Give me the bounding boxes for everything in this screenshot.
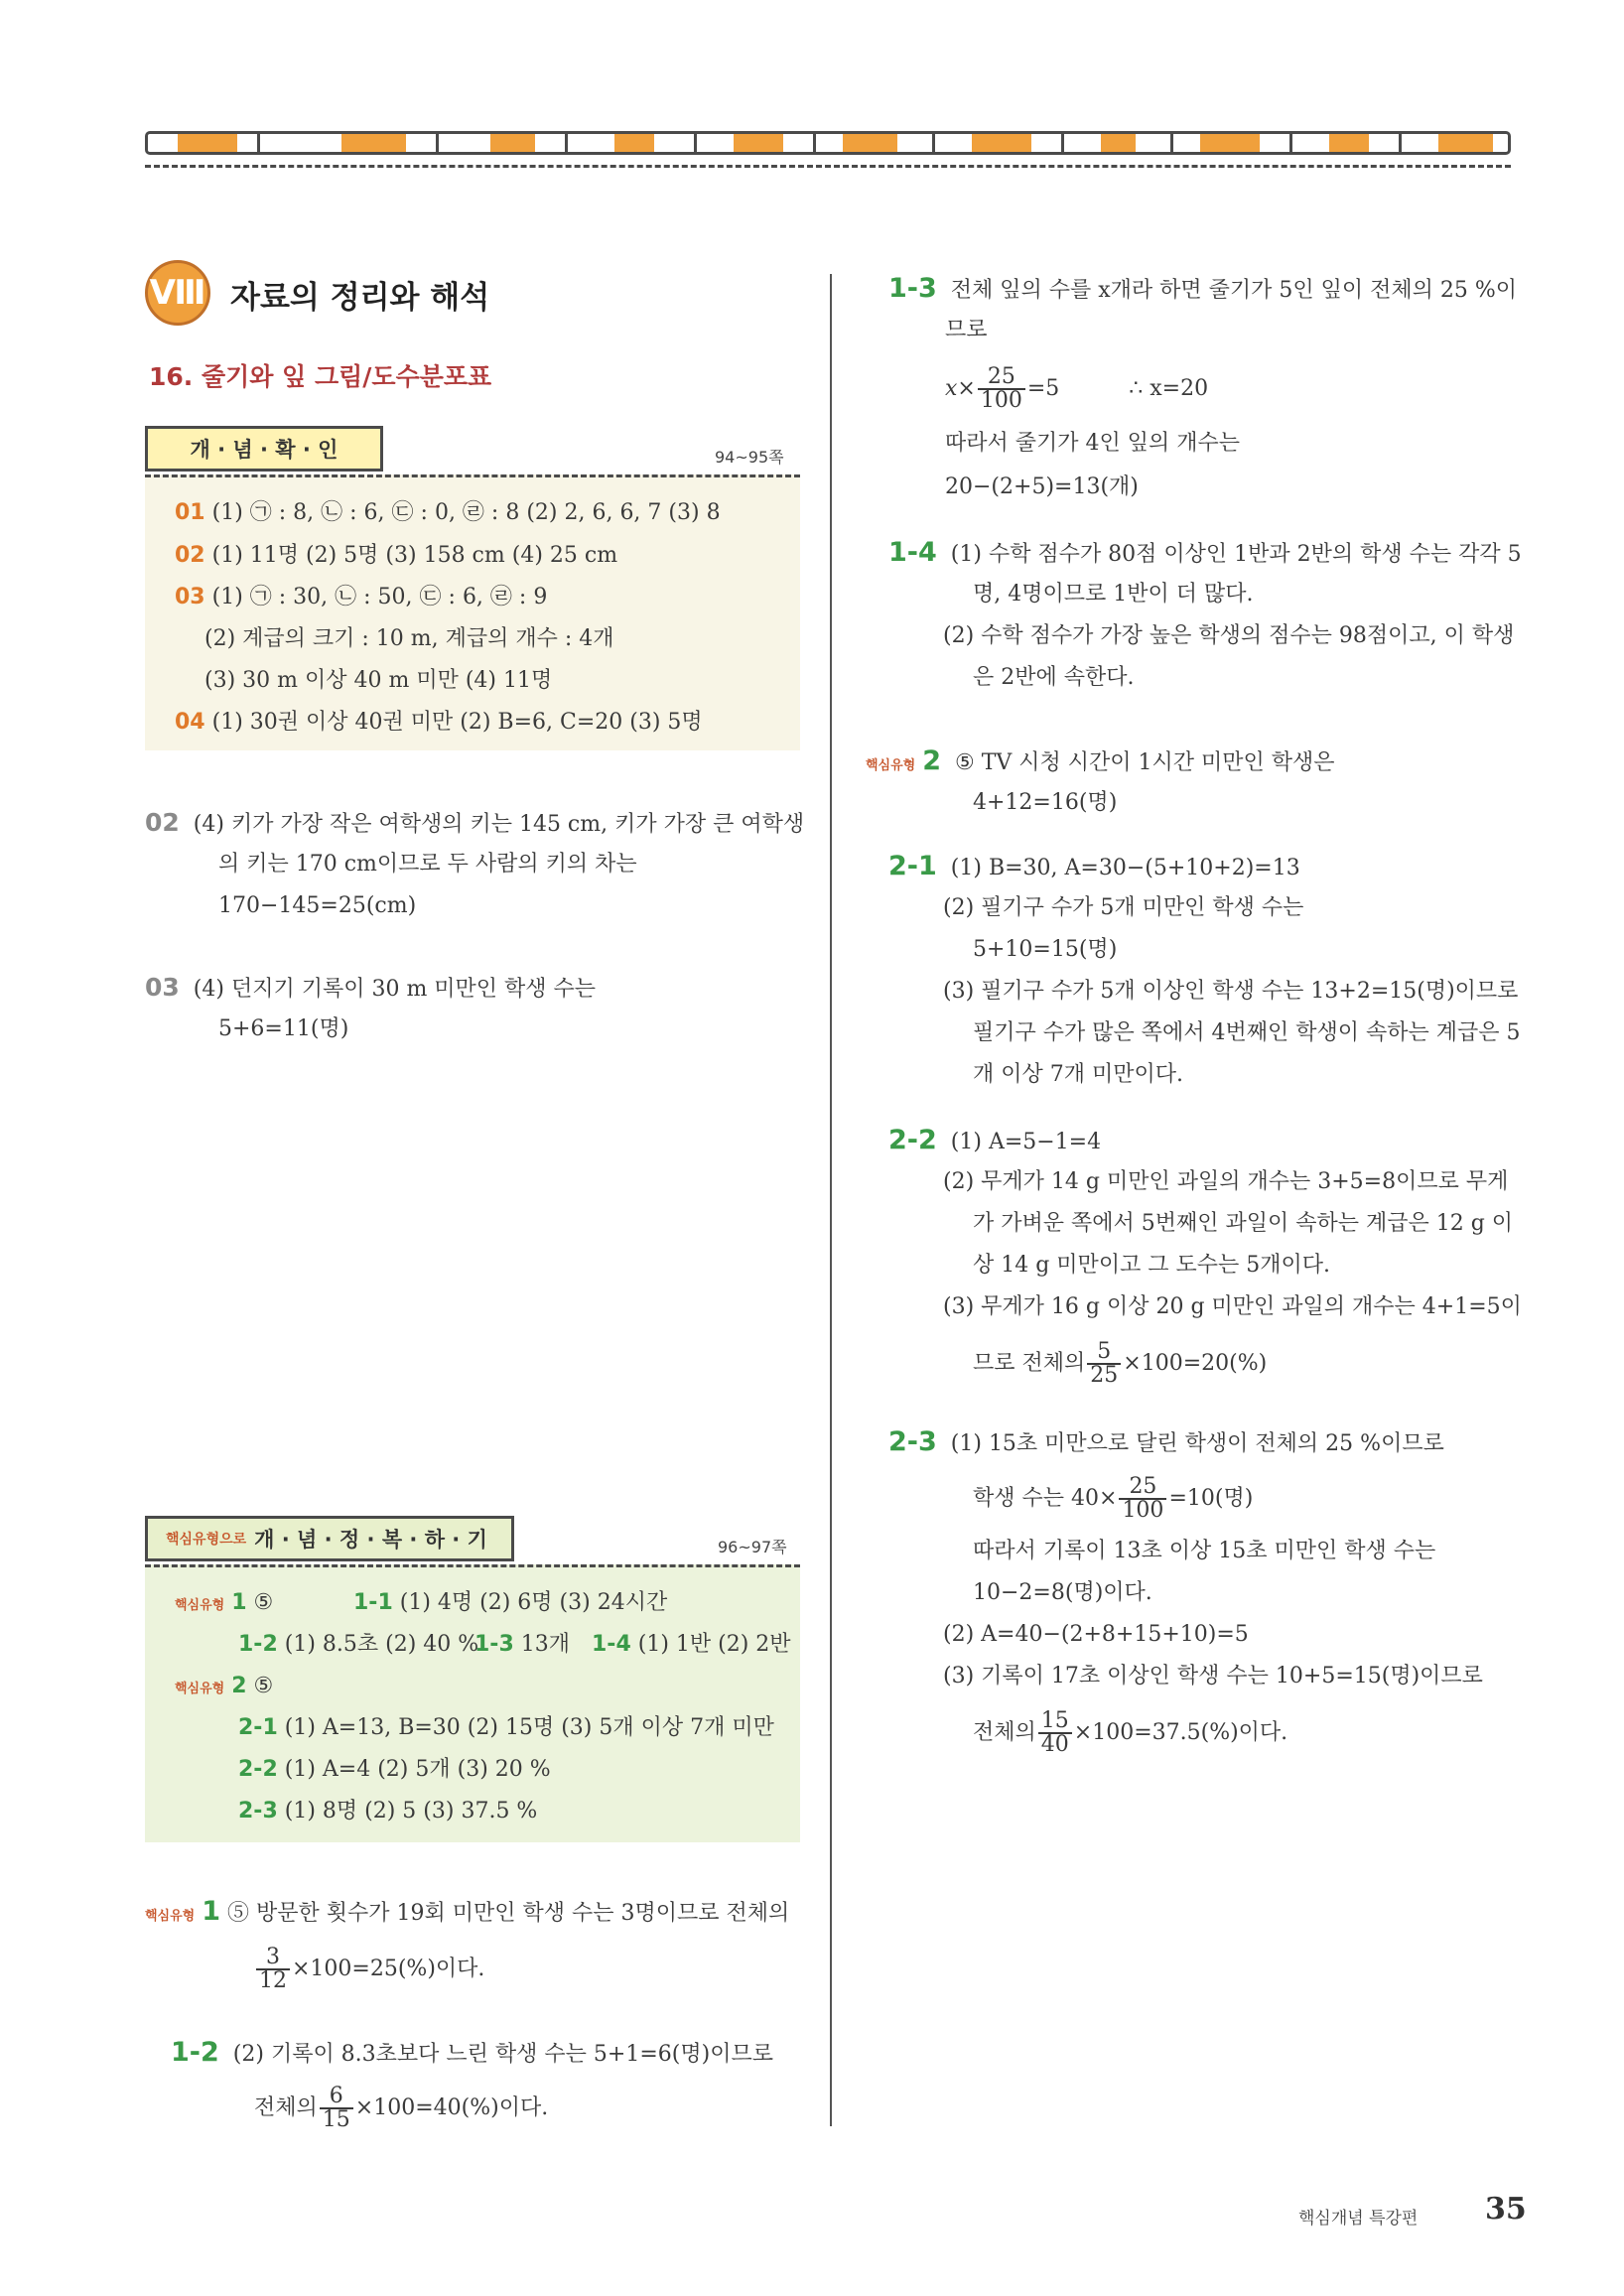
concept-row: 03 (1) ㉠ : 30, ㉡ : 50, ㉢ : 6, ㉣ : 9: [175, 585, 548, 609]
chapter-badge: Ⅷ: [145, 260, 210, 326]
review-row: 핵심유형 1 ⑤: [175, 1590, 274, 1615]
solution-line: 개 이상 7개 미만이다.: [973, 1062, 1183, 1087]
solution-line: 의 키는 170 cm이므로 두 사람의 키의 차는: [218, 852, 637, 877]
solution-line: 은 2반에 속한다.: [973, 665, 1135, 690]
concept-row: (3) 30 m 이상 40 m 미만 (4) 11명: [204, 668, 553, 693]
solution-02: 02 (4) 키가 가장 작은 여학생의 키는 145 cm, 키가 가장 큰 여학생: [145, 808, 805, 837]
solution-03: 03 (4) 던지기 기록이 30 m 미만인 학생 수는: [145, 973, 597, 1002]
solution-line: 170−145=25(cm): [218, 893, 417, 918]
solution-line: 5+6=11(명): [218, 1016, 349, 1041]
review-divider: [145, 1564, 800, 1567]
solution-line: 명, 4명이므로 1반이 더 많다.: [973, 582, 1254, 607]
concept-row: (2) 계급의 크기 : 10 m, 계급의 개수 : 4개: [204, 626, 614, 651]
column-divider: [830, 274, 832, 2126]
solution-line: (2) A=40−(2+8+15+10)=5: [943, 1622, 1249, 1647]
solution-line: 5+10=15(명): [973, 937, 1118, 962]
solution-line: 따라서 기록이 13초 이상 15초 미만인 학생 수는: [973, 1539, 1436, 1563]
decorative-ruler: [145, 131, 1511, 155]
section-title: 16. 줄기와 잎 그림/도수분포표: [149, 362, 492, 391]
review-label: 핵심유형으로 개 · 념 · 정 · 복 · 하 · 기: [145, 1516, 514, 1561]
review-pages: 96~97쪽: [718, 1538, 787, 1556]
solution-2-3-fraction-2: 전체의 $\frac{15}{40}$ ×100=37.5(%)이다.: [973, 1708, 1288, 1757]
review-row: 2-1 (1) A=13, B=30 (2) 15명 (3) 5개 이상 7개 미만: [238, 1715, 774, 1740]
header-divider: [145, 165, 1511, 168]
solution-1-4: 1-4 (1) 수학 점수가 80점 이상인 1반과 2반의 학생 수는 각각 5: [888, 537, 1522, 568]
solution-line: 필기구 수가 많은 쪽에서 4번째인 학생이 속하는 계급은 5: [973, 1020, 1521, 1045]
page-number: 35: [1485, 2192, 1527, 2227]
solution-line: 따라서 줄기가 4인 잎의 개수는: [945, 431, 1240, 456]
solution-line: 므로: [945, 318, 988, 342]
chapter-title: 자료의 정리와 해석: [230, 280, 490, 316]
core2-solution: 핵심유형 2 ⑤ TV 시청 시간이 1시간 미만인 학생은: [866, 745, 1335, 776]
core1-solution: 핵심유형 1 ⑤ 방문한 횟수가 19회 미만인 학생 수는 3명이므로 전체의: [145, 1896, 790, 1927]
footer-book-title: 핵심개념 특강편: [1298, 2209, 1419, 2228]
solution-line: 가 가벼운 쪽에서 5번째인 과일이 속하는 계급은 12 g 이: [973, 1211, 1514, 1236]
review-row: 1-1 (1) 4명 (2) 6명 (3) 24시간: [353, 1590, 668, 1615]
concept-row: 04 (1) 30권 이상 40권 미만 (2) B=6, C=20 (3) 5명: [175, 710, 703, 735]
concept-check-divider: [145, 474, 800, 477]
review-row: 1-3 13개: [474, 1632, 570, 1657]
solution-line: 4+12=16(명): [973, 790, 1118, 815]
solution-line: (3) 기록이 17초 이상인 학생 수는 10+5=15(명)이므로: [943, 1664, 1483, 1688]
review-row: 핵심유형 2 ⑤: [175, 1674, 274, 1698]
solution-2-3: 2-3 (1) 15초 미만으로 달린 학생이 전체의 25 %이므로: [888, 1426, 1444, 1457]
solution-1-2-fraction: 전체의 $\frac{6}{15}$ ×100=40(%)이다.: [254, 2084, 549, 2132]
concept-row: 02 (1) 11명 (2) 5명 (3) 158 cm (4) 25 cm: [175, 543, 618, 568]
solution-line: 상 14 g 미만이고 그 도수는 5개이다.: [973, 1253, 1331, 1278]
solution-2-2-fraction: 므로 전체의 $\frac{5}{25}$ ×100=20(%): [973, 1339, 1268, 1388]
review-row: 2-3 (1) 8명 (2) 5 (3) 37.5 %: [238, 1799, 538, 1823]
solution-1-3-equation: x× $\frac{25}{100}$ =5 ∴ x=20: [945, 364, 1209, 413]
solution-1-3: 1-3 전체 잎의 수를 x개라 하면 줄기가 5인 잎이 전체의 25 %이: [888, 273, 1518, 304]
concept-check-label: 개 · 념 · 확 · 인: [145, 426, 383, 472]
solution-line: (2) 필기구 수가 5개 미만인 학생 수는: [943, 895, 1304, 920]
core1-fraction-line: $\frac{3}{12}$ ×100=25(%)이다.: [254, 1946, 484, 1993]
solution-line: (3) 필기구 수가 5개 이상인 학생 수는 13+2=15(명)이므로: [943, 979, 1519, 1004]
solution-2-3-fraction: 학생 수는 40× $\frac{25}{100}$ =10(명): [973, 1474, 1254, 1523]
review-row: 1-4 (1) 1반 (2) 2반: [592, 1632, 791, 1657]
solution-line: 20−(2+5)=13(개): [945, 474, 1139, 499]
solution-line: 10−2=8(명)이다.: [973, 1580, 1152, 1605]
concept-check-pages: 94~95쪽: [715, 448, 784, 467]
review-row: 2-2 (1) A=4 (2) 5개 (3) 20 %: [238, 1757, 551, 1782]
concept-row: 01 (1) ㉠ : 8, ㉡ : 6, ㉢ : 0, ㉣ : 8 (2) 2, 6, 6, 7 (3) 8: [175, 500, 721, 525]
solution-2-1: 2-1 (1) B=30, A=30−(5+10+2)=13: [888, 851, 1300, 881]
solution-line: (2) 수학 점수가 가장 높은 학생의 점수는 98점이고, 이 학생: [943, 623, 1515, 648]
solution-1-2: 1-2 (2) 기록이 8.3초보다 느린 학생 수는 5+1=6(명)이므로: [171, 2037, 773, 2068]
solution-line: (2) 무게가 14 g 미만인 과일의 개수는 3+5=8이므로 무게: [943, 1169, 1509, 1194]
review-row: 1-2 (1) 8.5초 (2) 40 %: [238, 1632, 479, 1657]
solution-2-2: 2-2 (1) A=5−1=4: [888, 1125, 1102, 1155]
solution-line: (3) 무게가 16 g 이상 20 g 미만인 과일의 개수는 4+1=5이: [943, 1294, 1522, 1319]
